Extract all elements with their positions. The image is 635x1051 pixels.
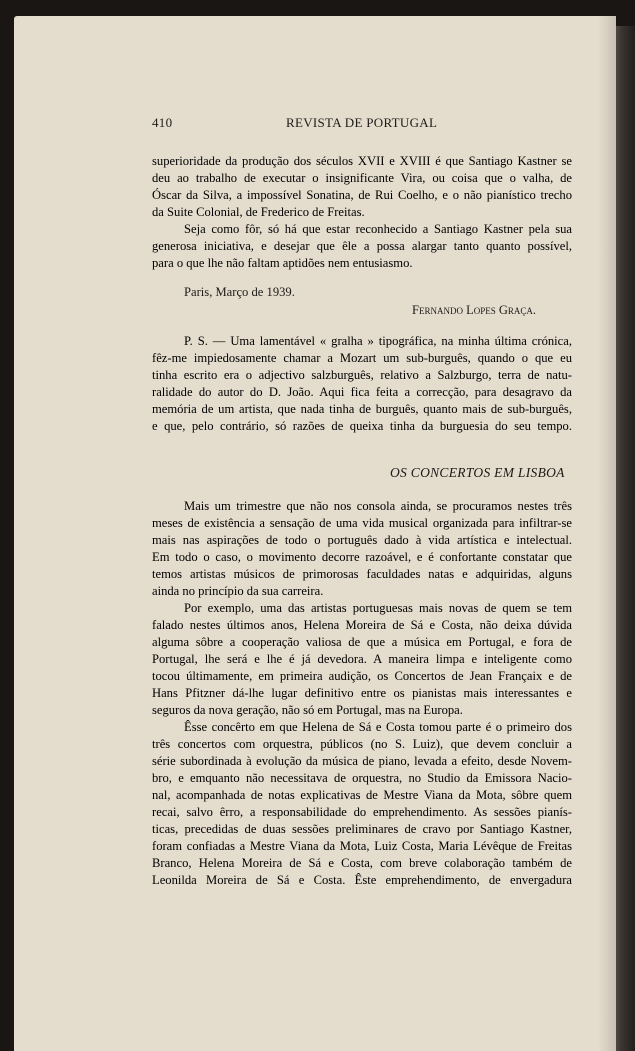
text-line: ainda no princípio da sua carreira. (152, 584, 324, 598)
text-line: Seja como fôr, só há que estar reconhecido a Santiago Kastner pela sua (184, 222, 572, 236)
text-line: Óscar da Silva, a impossível Sonatina, de Rui Coelho, e o não pianístico trecho (152, 188, 572, 202)
text-line: temos artistas músicos de primorosas faculdades natas e adquiridas, alguns (152, 567, 572, 581)
text-line: Leonilda Moreira de Sá e Costa. Êste emprehendimento, de envergadura (152, 873, 572, 887)
text-line: foram confiadas a Mestre Viana da Mota, Luiz Costa, Maria Lévêque de Freitas (152, 839, 572, 853)
text-line: tocou últimamente, em primeira audição, os Concertos de Jean Françaix e de (152, 669, 572, 683)
text-line: meses de existência a sensação de uma vida musical organizada para infiltrar-se (152, 516, 572, 530)
text-line: recai, salvo êrro, a responsabilidade do emprehendimento. As sessões pianís- (152, 805, 572, 819)
text-line: ticas, precedidas de duas sessões preliminares de cravo por Santiago Kastner, (152, 822, 572, 836)
text-line: Hans Pfitzner dá-lhe lugar definitivo entre os pianistas mais interessantes e (152, 686, 572, 700)
text-line: memória de um artista, que nada tinha de burguês, quanto mais de sub-burguês, (152, 402, 572, 416)
section-heading: OS CONCERTOS EM LISBOA (390, 465, 565, 480)
text-line: deu ao trabalho de executar o insignificante Vira, ou coisa que o valha, de (152, 171, 572, 185)
text-line: seguros da nova geração, não só em Portugal, mas na Europa. (152, 703, 463, 717)
text-line: Êsse concêrto em que Helena de Sá e Costa tomou parte é o primeiro dos (184, 720, 572, 734)
text-line: falado nestes últimos anos, Helena Moreira de Sá e Costa, não deixa dúvida (152, 618, 572, 632)
text-line: Branco, Helena Moreira de Sá e Costa, com breve colaboração também de (152, 856, 572, 870)
text-line: Em todo o caso, o movimento decorre razoável, e é confortante constatar que (152, 550, 572, 564)
running-title: REVISTA DE PORTUGAL (286, 115, 438, 130)
text-line: nal, acompanhada de notas explicativas de Mestre Viana da Mota, sôbre quem (152, 788, 572, 802)
text-line: tinha escrito era o adjectivo salzburguês, relativo a Salzburgo, terra de natu- (152, 368, 572, 382)
text-line: Por exemplo, uma das artistas portuguesas mais novas de quem se tem (184, 601, 572, 615)
text-line: superioridade da produção dos séculos XVII e XVIII é que Santiago Kastner se (152, 154, 572, 168)
text-line: Mais um trimestre que não nos consola ainda, se procuramos nestes três (184, 499, 572, 513)
place-date: Paris, Março de 1939. (184, 285, 295, 299)
author-signature: Fernando Lopes Graça. (412, 303, 537, 317)
text-line: generosa iniciativa, e desejar que êle a possa alargar tanto quanto possível, (152, 239, 572, 253)
text-line: três concertos com orquestra, públicos (no S. Luiz), que devem concluir a (152, 737, 572, 751)
text-line: fêz-me impiedosamente chamar a Mozart um sub-burguês, quando o que eu (152, 351, 572, 365)
text-line: ralidade do autor do D. João. Aqui fica feita a correcção, para desagravo da (152, 385, 572, 399)
text-line: P. S. — Uma lamentável « gralha » tipográfica, na minha última crónica, (184, 334, 572, 348)
text-line: e que, pelo contrário, só razões de queixa tinha da burguesia do seu tempo. (152, 419, 572, 433)
text-line: bro, e emquanto não necessitava de orquestra, no Studio da Emissora Nacio- (152, 771, 572, 785)
text-line: mais nas aspirações de todo o português dado à vida artística e intelectual. (152, 533, 572, 547)
text-line: Portugal, lhe será e lhe é já devedora. A maneira limpa e inteligente como (152, 652, 572, 666)
text-line: série subordinada à evolução da música de piano, levada a efeito, desde Novem- (152, 754, 572, 768)
text-line: para o que lhe não faltam aptidões nem entusiasmo. (152, 256, 413, 270)
text-line: da Suite Colonial, de Frederico de Freitas. (152, 205, 365, 219)
page-number: 410 (152, 115, 173, 130)
text-line: alguma sôbre a cooperação valiosa de que a música em Portugal, e fora de (152, 635, 572, 649)
